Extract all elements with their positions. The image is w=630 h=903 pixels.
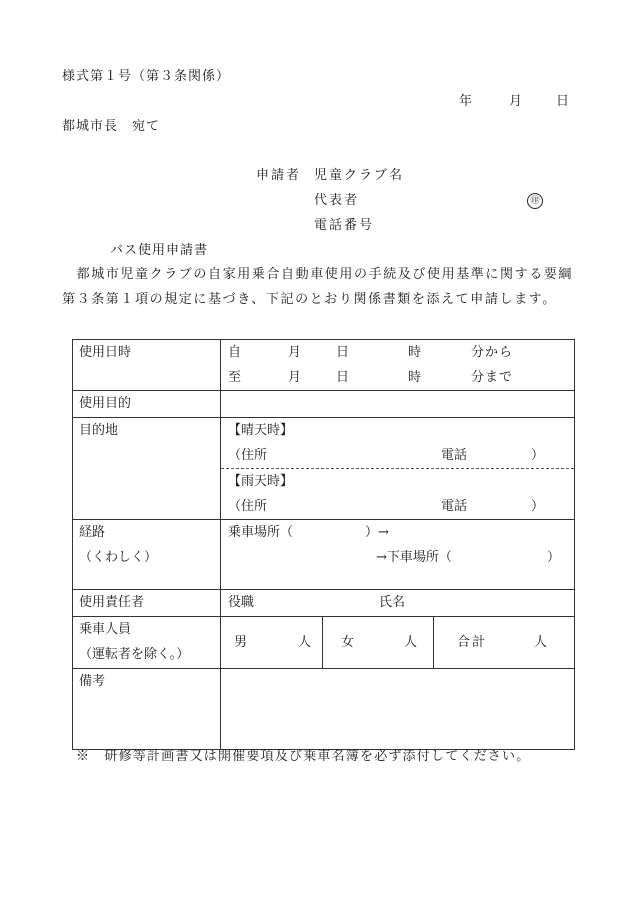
female-unit: 人: [404, 635, 418, 650]
passengers-divider-2: [433, 617, 434, 668]
representative-label: 代表者: [314, 193, 360, 208]
boarding-label: 乗車場所（: [228, 525, 294, 540]
sunny-close-paren: ）: [531, 448, 545, 463]
row-responsible: [73, 590, 575, 617]
phone-number-label: 電話番号: [314, 218, 375, 233]
form-number: 様式第１号（第３条関係）: [62, 69, 231, 84]
position-label: 役職: [228, 595, 255, 610]
from-label: 自: [228, 345, 242, 360]
from-day: 日: [336, 345, 350, 360]
sunny-phone-label: 電話: [441, 448, 468, 463]
sunny-address-label: （住所: [228, 448, 268, 463]
sunny-label: 【晴天時】: [228, 423, 294, 438]
seal-mark: ㊞: [527, 193, 543, 209]
boarding-close: ）→: [365, 525, 389, 540]
row-destination: [73, 418, 575, 520]
alighting-close: ）: [547, 550, 561, 565]
document-title: バス使用申請書: [110, 243, 209, 258]
route-sub-label: （くわしく）: [79, 550, 158, 565]
application-table: [72, 339, 575, 750]
route-label: 経路: [79, 525, 106, 540]
rainy-label: 【雨天時】: [228, 474, 294, 489]
body-text: 都城市児童クラブの自家用乗合自動車使用の手続及び使用基準に関する要綱第３条第１項の規定に基づき、下記のとおり関係書類を添えて申請します。: [62, 267, 574, 307]
row-usage-datetime: [73, 340, 575, 391]
usage-datetime-label: 使用日時: [79, 345, 132, 360]
total-label: 合計: [457, 635, 488, 650]
to-label: 至: [228, 370, 242, 385]
club-name-label: 児童クラブ名: [314, 168, 405, 183]
purpose-field[interactable]: [221, 391, 574, 417]
row-remarks: [73, 669, 575, 750]
rainy-phone-label: 電話: [441, 499, 468, 514]
date-month-label: 月: [509, 94, 523, 109]
weather-divider: [221, 468, 574, 469]
to-minute: 分まで: [471, 370, 514, 385]
male-label: 男: [234, 635, 248, 650]
name-label: 氏名: [379, 595, 406, 610]
passengers-divider-1: [322, 617, 323, 668]
to-hour: 時: [408, 370, 422, 385]
responsible-label: 使用責任者: [79, 595, 145, 610]
footnote: ※ 研修等計画書又は開催要項及び乗車名簿を必ず添付してください。: [76, 749, 531, 764]
purpose-label: 使用目的: [79, 396, 132, 411]
from-month: 月: [288, 345, 302, 360]
to-month: 月: [288, 370, 302, 385]
row-route: [73, 520, 575, 590]
addressee: 都城市長 宛て: [62, 119, 161, 134]
destination-label: 目的地: [79, 423, 119, 438]
date-day-label: 日: [556, 94, 570, 109]
row-purpose: [73, 391, 575, 418]
alighting-label: →下車場所（: [376, 550, 452, 565]
passengers-label: 乗車人員: [79, 622, 132, 637]
from-minute: 分から: [471, 345, 514, 360]
row-passengers: [73, 617, 575, 669]
remarks-field[interactable]: [221, 669, 574, 749]
date-year-label: 年: [459, 94, 473, 109]
remarks-label: 備考: [79, 674, 106, 689]
female-label: 女: [341, 635, 355, 650]
rainy-address-label: （住所: [228, 499, 268, 514]
male-unit: 人: [298, 635, 312, 650]
rainy-close-paren: ）: [531, 499, 545, 514]
total-unit: 人: [534, 635, 548, 650]
passengers-sub-label: （運転者を除く。）: [79, 647, 190, 662]
from-hour: 時: [408, 345, 422, 360]
applicant-label: 申請者: [256, 168, 302, 183]
to-day: 日: [336, 370, 350, 385]
